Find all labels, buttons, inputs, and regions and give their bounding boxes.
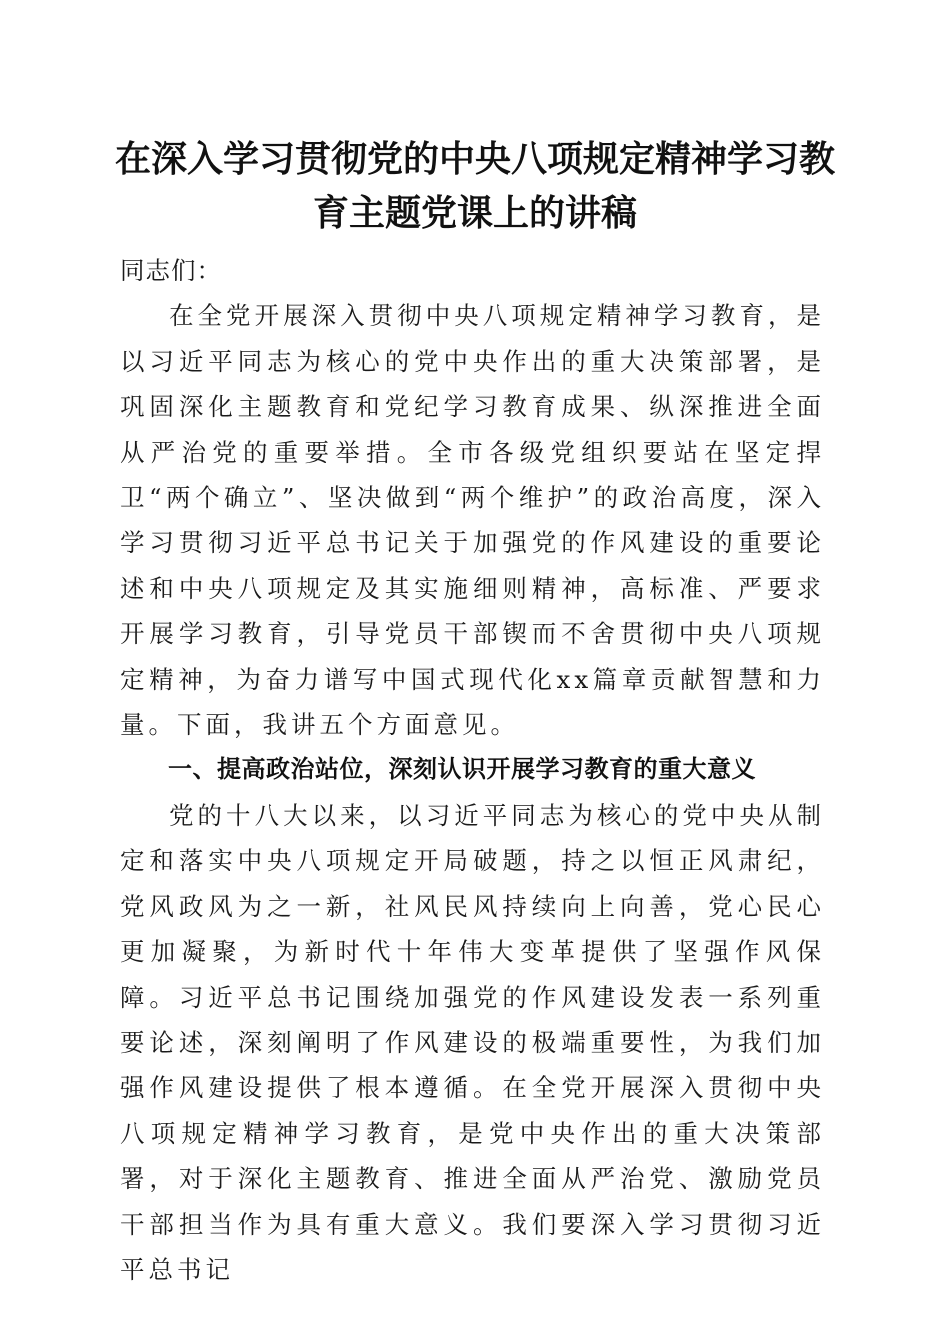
- section-paragraph: 党的十八大以来，以习近平同志为核心的党中央从制定和落实中央八项规定开局破题，持之以恒正风肃纪，党风政风为之一新，社风民风持续向上向善，党心民心更加凝聚，为新时代十年伟大变革提供了坚强作风保障。习近平总书记围绕加强党的作风建设发表一系列重要论述，深刻阐明了作风建设的极端重要性，为我们加强作风建设提供了根本遵循。在全党开展深入贯彻中央八项规定精神学习教育，是党中央作出的重大决策部署，对于深化主题教育、推进全面从严治党、激励党员干部担当作为具有重大意义。我们要深入学习贯彻习近平总书记: [120, 800, 825, 1284]
- document-body: [120, 248, 825, 1292]
- intro-paragraph: 在全党开展深入贯彻中央八项规定精神学习教育，是以习近平同志为核心的党中央作出的重大决策部署，是巩固深化主题教育和党纪学习教育成果、纵深推进全面从严治党的重要举措。全市各级党组织要站在坚定捍卫“两个确立”、坚决做到“两个维护”的政治高度，深入学习贯彻习近平总书记关于加强党的作风建设的重要论述和中央八项规定及其实施细则精神，高标准、严要求开展学习教育，引导党员干部锲而不舍贯彻中央八项规定精神，为奋力谱写中国式现代化xx篇章贡献智慧和力量。下面，我讲五个方面意见。: [120, 301, 825, 740]
- salutation: 同志们：: [120, 256, 222, 285]
- section-heading: 一、提高政治站位，深刻认识开展学习教育的重大意义: [168, 755, 756, 784]
- document-title: 在深入学习贯彻党的中央八项规定精神学习教育主题党课上的讲稿: [114, 138, 835, 234]
